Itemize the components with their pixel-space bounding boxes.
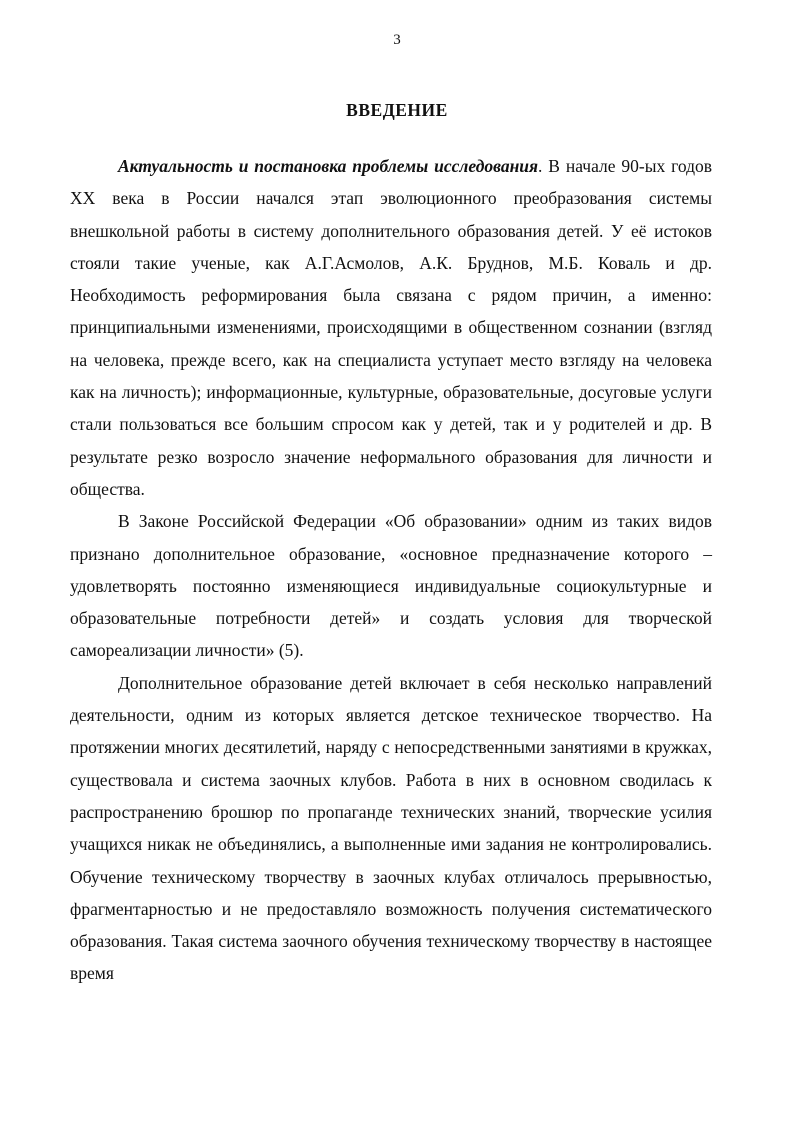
paragraph-lead-phrase: Актуальность и постановка проблемы исследования xyxy=(118,156,539,176)
paragraph-text: Дополнительное образование детей включает в себя несколько направлений деятельности, одним из которых является детское техническое творчество. На протяжении многих десятилетий, наряду с непосредственными занятиями в кружках, существовала и система заочных клубов. Работа в них в основном сводилась к распространению брошюр по пропаганде технических знаний, творческие усилия учащихся никак не объединялись, а выполненные ими задания не контролировались. Обучение техническому творчеству в заочных клубах отличалось прерывностью, фрагментарностью и не предоставляло возможность получения систематического образования. Такая система заочного обучения техническому творчеству в настоящее время xyxy=(70,672,712,984)
paragraph-technical-creativity xyxy=(70,667,712,990)
paragraph-relevance xyxy=(70,150,712,505)
paragraph-law xyxy=(70,505,712,666)
page-number: 3 xyxy=(393,32,401,48)
body-text xyxy=(70,150,712,990)
section-heading: ВВЕДЕНИЕ xyxy=(346,100,448,120)
paragraph-text: . В начале 90-ых годов XX века в России начался этап эволюционного преобразования системы внешкольной работы в систему дополнительного образования детей. У её истоков стояли такие ученые, как А.Г.Асмолов, А.К. Бруднов, М.Б. Коваль и др. Необходимость реформирования была связана с рядом причин, а именно: принципиальными изменениями, происходящими в общественном сознании (взгляд на человека, прежде всего, как на специалиста уступает место взгляду на человека как на личность); информационные, культурные, образовательные, досуговые услуги стали пользоваться все большим спросом как у детей, так и у родителей и др. В результате резко возросло значение неформального образования для личности и общества. xyxy=(70,156,712,499)
paragraph-text: В Законе Российской Федерации «Об образовании» одним из таких видов признано дополнительное образование, «основное предназначение которого – удовлетворять постоянно изменяющиеся индивидуальные социокультурные и образовательные потребности детей» и создать условия для творческой самореализации личности» (5). xyxy=(70,511,712,661)
